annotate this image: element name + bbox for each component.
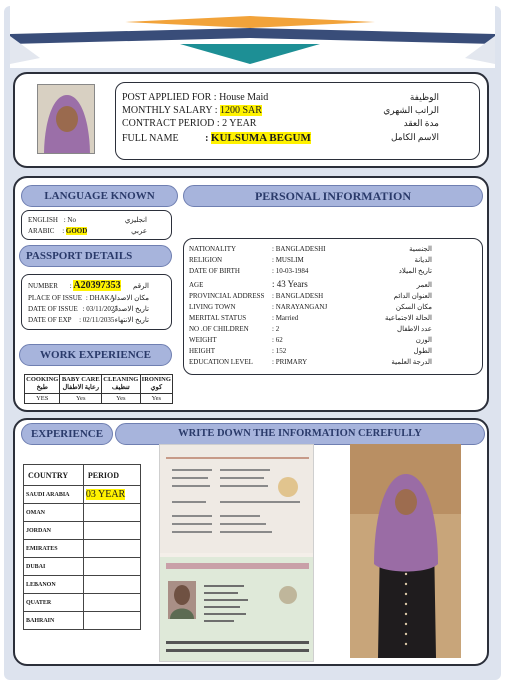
personal-label: LIVING TOWN xyxy=(189,303,236,311)
personal-row xyxy=(189,292,477,303)
country-column-header: COUNTRY xyxy=(24,465,84,486)
post-value: : House Maid xyxy=(213,92,269,103)
country-cell: BAHRAIN xyxy=(24,612,84,630)
country-experience-table xyxy=(23,464,141,630)
passport-label: DATE OF ISSUE xyxy=(28,305,78,313)
personal-value: : Married xyxy=(272,314,299,322)
country-row xyxy=(24,576,141,594)
personal-label-ar: عدد الاطفال xyxy=(397,325,432,333)
work-col-ar: تنظيف xyxy=(111,384,130,391)
personal-label-ar: الديانة xyxy=(414,256,432,264)
work-col-ar: طبخ xyxy=(36,384,48,391)
work-value: Yes xyxy=(60,394,102,404)
header-panel xyxy=(13,72,489,168)
passport-label-ar: تاريخ الانتهاء xyxy=(114,316,149,324)
personal-label: WEIGHT xyxy=(189,336,217,344)
personal-label: NATIONALITY xyxy=(189,245,237,253)
header-info-box xyxy=(115,82,480,160)
personal-row xyxy=(189,325,477,336)
personal-row xyxy=(189,358,477,369)
work-value: YES xyxy=(25,394,60,404)
passport-label-ar: تاريخ الاصدار xyxy=(112,305,149,313)
work-col-en: COOKING xyxy=(26,376,59,383)
period-cell: 03 YEAR xyxy=(85,489,126,500)
personal-row xyxy=(189,256,477,267)
passport-number-label: NUMBER xyxy=(28,282,58,290)
contract-label-ar: مدة العقد xyxy=(403,118,439,128)
post-label-ar: الوظيفة xyxy=(409,92,439,102)
work-header-row xyxy=(25,375,173,394)
personal-value: : 10-03-1984 xyxy=(272,267,309,275)
country-cell: LEBANON xyxy=(24,576,84,594)
work-value-row xyxy=(25,394,173,404)
personal-value: : BANGLADESHI xyxy=(272,245,326,253)
work-col-cooking xyxy=(25,375,60,394)
personal-info-box xyxy=(183,238,483,375)
full-name-value: KULSUMA BEGUM xyxy=(210,132,311,144)
personal-value: : 62 xyxy=(272,336,283,344)
banner-graphic xyxy=(10,6,495,68)
period-cell xyxy=(83,612,140,630)
personal-label: DATE OF BIRTH xyxy=(189,267,240,275)
salary-row xyxy=(122,105,262,116)
salary-label-ar: الراتب الشهري xyxy=(383,105,439,115)
work-value: Yes xyxy=(102,394,141,404)
language-label-ar: عربي xyxy=(131,227,147,235)
language-value: GOOD xyxy=(65,227,88,235)
personal-value: : BANGLADESH xyxy=(272,292,324,300)
header-banner xyxy=(10,6,495,68)
country-header-row xyxy=(24,465,141,486)
passport-scan-graphic xyxy=(160,445,314,662)
language-box xyxy=(21,210,172,240)
personal-label-ar: الجنسية xyxy=(409,245,432,253)
personal-label-ar: مكان السكن xyxy=(395,303,432,311)
language-known-title: LANGUAGE KNOWN xyxy=(21,185,178,207)
country-cell: DUBAI xyxy=(24,558,84,576)
personal-label: RELIGION xyxy=(189,256,223,264)
work-col-baby-care xyxy=(60,375,102,394)
post-label: POST APPLIED FOR xyxy=(122,92,212,103)
passport-box xyxy=(21,274,172,330)
contract-value: : 2 YEAR xyxy=(216,118,257,129)
country-cell: JORDAN xyxy=(24,522,84,540)
personal-label: AGE xyxy=(189,281,204,289)
passport-row xyxy=(28,316,114,324)
period-cell xyxy=(83,576,140,594)
personal-label-ar: تاريخ الميلاد xyxy=(398,267,432,275)
contract-label: CONTRACT PERIOD xyxy=(122,118,215,129)
country-row xyxy=(24,558,141,576)
personal-row xyxy=(189,267,477,279)
work-value: Yes xyxy=(140,394,172,404)
personal-label: EDUCATION LEVEL xyxy=(189,358,253,366)
personal-row xyxy=(189,347,477,358)
personal-row xyxy=(189,314,477,325)
personal-value: : 43 Years xyxy=(272,279,308,289)
passport-row xyxy=(28,305,118,313)
period-cell xyxy=(83,558,140,576)
personal-information-title: PERSONAL INFORMATION xyxy=(183,185,483,207)
language-row-arabic: ARABIC : GOOD xyxy=(28,227,88,235)
personal-label-ar: العنوان الدائم xyxy=(393,292,432,300)
personal-value: : 152 xyxy=(272,347,287,355)
language-label: ENGLISH xyxy=(28,216,58,224)
full-name-label-ar: الاسم الكامل xyxy=(390,132,439,142)
passport-label: DATE OF EXP xyxy=(28,316,72,324)
personal-label-ar: العمر xyxy=(416,281,432,289)
experience-panel xyxy=(13,418,489,666)
passport-value: : DHAKA xyxy=(85,294,115,302)
work-col-ironing xyxy=(140,375,172,394)
work-col-ar: رعاية الاطفال xyxy=(62,384,100,391)
passport-value: : 02/11/2035 xyxy=(79,316,115,324)
personal-label: MERITAL STATUS xyxy=(189,314,247,322)
personal-value: : NARAYANGANJ xyxy=(272,303,328,311)
work-col-ar: كوي xyxy=(150,384,163,391)
personal-value: : 2 xyxy=(272,325,280,333)
personal-label-ar: الوزن xyxy=(415,336,432,344)
work-col-en: CLEANING xyxy=(103,376,139,383)
personal-label-ar: الحالة الاجتماعية xyxy=(385,314,432,322)
personal-label: HEIGHT xyxy=(189,347,216,355)
period-cell xyxy=(83,504,140,522)
work-col-cleaning xyxy=(102,375,141,394)
language-label-ar: انجليزي xyxy=(124,216,147,224)
country-row xyxy=(24,486,141,504)
contract-row xyxy=(122,118,256,129)
write-information-title: WRITE DOWN THE INFORMATION CEREFULLY xyxy=(115,423,485,445)
work-col-en: BABY CARE xyxy=(61,376,100,383)
portrait-image xyxy=(38,85,95,154)
work-col-en: IRONING xyxy=(141,376,171,383)
period-cell xyxy=(83,522,140,540)
details-panel xyxy=(13,176,489,412)
country-cell: QUATER xyxy=(24,594,84,612)
personal-label-ar: الدرجة العلمية xyxy=(391,358,432,366)
salary-label: MONTHLY SALARY xyxy=(122,105,213,116)
personal-row xyxy=(189,245,477,256)
full-body-photo xyxy=(350,444,461,658)
country-row xyxy=(24,612,141,630)
personal-row xyxy=(189,279,477,292)
salary-value: 1200 SAR xyxy=(220,105,262,116)
personal-value: : PRIMARY xyxy=(272,358,308,366)
country-row xyxy=(24,540,141,558)
period-cell xyxy=(83,540,140,558)
personal-value: : MUSLIM xyxy=(272,256,304,264)
personal-row xyxy=(189,303,477,314)
personal-label-ar: الطول xyxy=(413,347,432,355)
country-row xyxy=(24,504,141,522)
country-cell: OMAN xyxy=(24,504,84,522)
work-experience-table xyxy=(24,374,173,404)
passport-row xyxy=(28,294,115,302)
full-name-row xyxy=(122,132,311,144)
personal-label: NO .OF CHILDREN xyxy=(189,325,249,333)
language-row-english xyxy=(28,216,76,224)
passport-label: PLACE OF ISSUE xyxy=(28,294,83,302)
passport-scan-image xyxy=(159,444,314,662)
country-row xyxy=(24,594,141,612)
post-applied-row xyxy=(122,92,268,103)
language-value: : No xyxy=(63,216,76,224)
candidate-photo xyxy=(37,84,95,154)
passport-number-ar: الرقم xyxy=(133,282,149,290)
salary-colon: : xyxy=(214,105,218,116)
full-name-label: FULL NAME xyxy=(122,133,179,144)
passport-number-value: A20397353 xyxy=(73,280,121,291)
personal-label: PROVINCIAL ADDRESS xyxy=(189,292,265,300)
personal-rows xyxy=(189,245,477,369)
passport-value: : 03/11/2025 xyxy=(82,305,118,313)
period-cell xyxy=(83,594,140,612)
experience-title: EXPERIENCE xyxy=(21,423,113,445)
passport-details-title: PASSPORT DETAILS xyxy=(19,245,172,267)
country-cell: EMIRATES xyxy=(24,540,84,558)
country-row xyxy=(24,522,141,540)
personal-row xyxy=(189,336,477,347)
work-experience-title: WORK EXPERIENCE xyxy=(19,344,172,366)
country-cell: SAUDI ARABIA xyxy=(24,486,84,504)
passport-number-row xyxy=(28,280,121,291)
passport-number-colon: : xyxy=(69,282,72,290)
full-name-colon: : xyxy=(205,133,209,144)
passport-label-ar: مكان الاصدار xyxy=(111,294,149,302)
period-column-header: PERIOD xyxy=(83,465,140,486)
language-label: ARABIC xyxy=(28,227,55,235)
full-body-graphic xyxy=(350,444,461,658)
